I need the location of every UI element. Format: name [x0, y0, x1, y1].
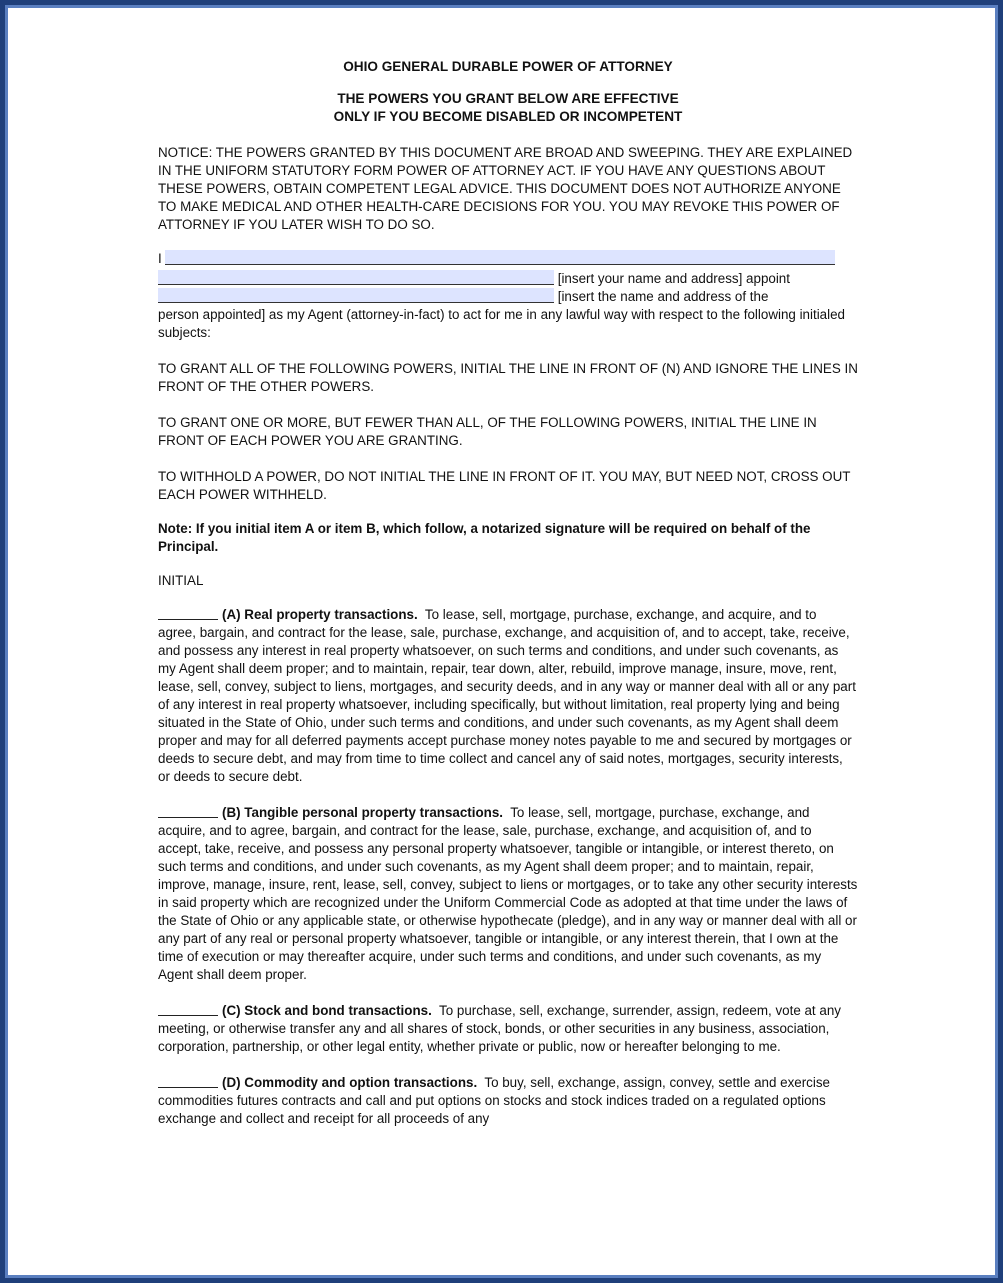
- document-title: OHIO GENERAL DURABLE POWER OF ATTORNEY: [343, 59, 673, 74]
- power-b-text: To lease, sell, mortgage, purchase, exchange, and acquire, and to agree, bargain, and contract for the lease, sale, purchase, exchange, and acquisition of, and to accept, take, receive, and possess any personal property whatsoever, tangible or intangible, or interest thereto, on such terms and conditions, and under such covenants, as my Agent shall deem proper; and to maintain, repair, improve, manage, insure, rent, lease, sell, convey, subject to liens or mortgages, or to take any other security interests in said property which are recognized under the Uniform Commercial Code as adopted at that time under the laws of the State of Ohio or any applicable state, or otherwise hypothecate (pledge), and in any way or manner deal with all or any part of any real or personal property whatsoever, tangible or intangible, or any interest therein, that I own at the time of execution or may thereafter acquire, under such terms and conditions, and under such covenants, as my Agent shall deem proper.: [158, 805, 858, 982]
- subtitle-line-1: THE POWERS YOU GRANT BELOW ARE EFFECTIVE: [337, 91, 679, 106]
- initial-line-d[interactable]: [158, 1074, 218, 1088]
- document-subtitle: [158, 90, 858, 126]
- agent-continuation: person appointed] as my Agent (attorney-in-fact) to act for me in any lawful way with respect to the following initialed subjects:: [158, 307, 845, 340]
- power-item-b: [158, 804, 858, 984]
- initial-line-a[interactable]: [158, 606, 218, 620]
- principal-address-field[interactable]: [158, 270, 554, 285]
- principal-address-row: [158, 270, 858, 288]
- notice-paragraph: NOTICE: THE POWERS GRANTED BY THIS DOCUMENT ARE BROAD AND SWEEPING. THEY ARE EXPLAINED IN THE UNIFORM STATUTORY FORM POWER OF ATTORNEY ACT. IF YOU HAVE ANY QUESTIONS ABOUT THESE POWERS, OBTAIN COMPETENT LEGAL ADVICE. THIS DOCUMENT DOES NOT AUTHORIZE ANYONE TO MAKE MEDICAL AND OTHER HEALTH-CARE DECISIONS FOR YOU. YOU MAY REVOKE THIS POWER OF ATTORNEY IF YOU LATER WISH TO DO SO.: [158, 145, 853, 232]
- instruction-some: TO GRANT ONE OR MORE, BUT FEWER THAN ALL, OF THE FOLLOWING POWERS, INITIAL THE LINE IN FRONT OF EACH POWER YOU ARE GRANTING.: [158, 415, 817, 448]
- i-label: I: [158, 251, 162, 266]
- initial-line-c[interactable]: [158, 1002, 218, 1016]
- power-b-heading: (B) Tangible personal property transactions.: [222, 805, 504, 820]
- power-item-d: [158, 1074, 858, 1128]
- power-d-text: To buy, sell, exchange, assign, convey, settle and exercise commodities futures contracts and call and put options on stocks and stock indices traded on a regulated options exchange and collect and receipt for all proceeds of any: [158, 1075, 830, 1126]
- document-page: [158, 48, 858, 1128]
- instruction-all: TO GRANT ALL OF THE FOLLOWING POWERS, INITIAL THE LINE IN FRONT OF (N) AND IGNORE THE LINES IN FRONT OF THE OTHER POWERS.: [158, 361, 858, 394]
- powers-list: [158, 606, 858, 1128]
- notarization-note: Note: If you initial item A or item B, which follow, a notarized signature will be required on behalf of the Principal.: [158, 521, 811, 554]
- initial-label: INITIAL: [158, 573, 204, 588]
- initial-line-b[interactable]: [158, 804, 218, 818]
- power-item-a: [158, 606, 858, 786]
- power-item-c: [158, 1002, 858, 1056]
- agent-name-field[interactable]: [158, 288, 554, 303]
- agent-row: [158, 288, 858, 306]
- power-a-heading: (A) Real property transactions.: [222, 607, 418, 622]
- principal-name-row: [158, 250, 858, 268]
- instruction-withhold: TO WITHHOLD A POWER, DO NOT INITIAL THE LINE IN FRONT OF IT. YOU MAY, BUT NEED NOT, CROSS OUT EACH POWER WITHHELD.: [158, 469, 851, 502]
- power-d-heading: (D) Commodity and option transactions.: [222, 1075, 478, 1090]
- power-a-text: To lease, sell, mortgage, purchase, exchange, and acquire, and to agree, bargain, and contract for the lease, sale, purchase, exchange, and acquisition of, and to accept, take, receive, and possess any interest in real property whatsoever, on such terms and conditions, and under such covenants, as my Agent shall deem proper; and to maintain, repair, tear down, alter, rebuild, improve manage, insure, move, rent, lease, sell, convey, subject to liens, mortgages, and security deeds, and in any way or manner deal with all or any part of any interest in real property whatsoever, including specifically, but without limitation, real property lying and being situated in the State of Ohio, under such terms and conditions, and under such covenants, as my Agent shall deem proper and may for all deferred payments accept purchase money notes payable to me and secured by mortgages or deeds to secure debt, and may from time to time collect and cancel any of said notes, mortgages, security interests, or deeds to secure debt.: [158, 607, 856, 784]
- principal-hint: [insert your name and address] appoint: [557, 271, 790, 286]
- power-c-heading: (C) Stock and bond transactions.: [222, 1003, 432, 1018]
- page-border: [5, 5, 998, 1278]
- principal-name-field[interactable]: [165, 250, 835, 265]
- power-c-text: To purchase, sell, exchange, surrender, assign, redeem, vote at any meeting, or otherwise transfer any and all shares of stock, bonds, or other securities in any business, association, corporation, partnership, or other legal entity, whether private or public, now or hereafter belonging to me.: [158, 1003, 841, 1054]
- subtitle-line-2: ONLY IF YOU BECOME DISABLED OR INCOMPETENT: [333, 109, 683, 124]
- agent-hint: [insert the name and address of the: [557, 289, 769, 304]
